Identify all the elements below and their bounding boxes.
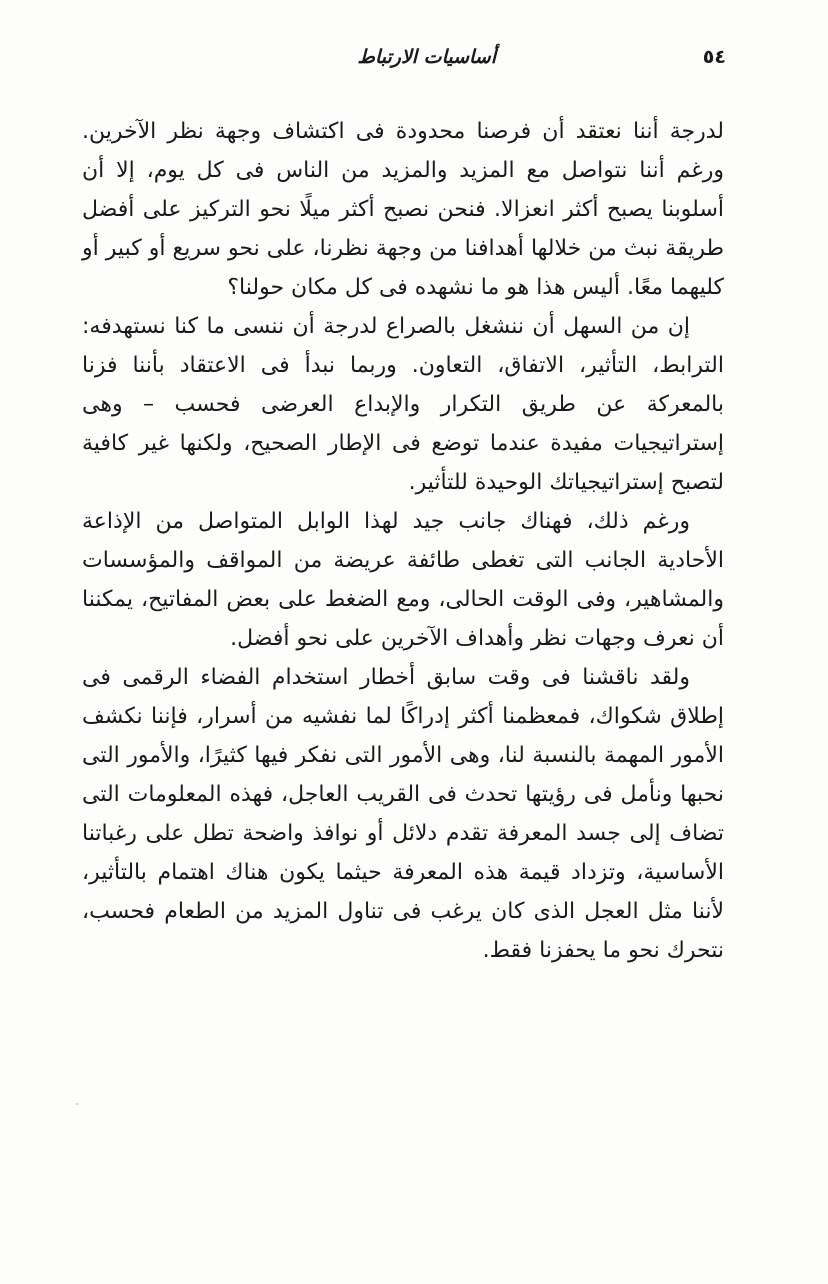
- page-header: [70, 44, 726, 78]
- scan-speck: [76, 1103, 78, 1105]
- paragraph-3: ورغم ذلك، فهناك جانب جيد لهذا الوابل المتواصل من الإذاعة الأحادية الجانب التى تغطى طائفة عريضة من المواقف والمؤسسات والمشاهير، وفى الوقت الحالى، ومع الضغط على بعض المفاتيح، يمكننا أن نعرف وجهات نظر وأهداف الآخرين على نحو أفضل.: [82, 509, 724, 651]
- paragraph-4: ولقد ناقشنا فى وقت سابق أخطار استخدام الفضاء الرقمى فى إطلاق شكواك، فمعظمنا أكثر إدراكًا لما نفشيه من أسرار، فإننا نكشف الأمور المهمة بالنسبة لنا، وهى الأمور التى نفكر فيها كثيرًا، والأمور التى نحبها ونأمل فى رؤيتها تحدث فى القريب العاجل، فهذه المعلومات التى تضاف إلى جسد المعرفة تقدم دلائل أو نوافذ واضحة تطل على رغباتنا الأساسية، وتزداد قيمة هذه المعرفة حيثما يكون هناك اهتمام بالتأثير، لأننا مثل العجل الذى كان يرغب فى تناول المزيد من الطعام فحسب، نتحرك نحو ما يحفزنا فقط.: [82, 665, 724, 963]
- paragraph-1: لدرجة أننا نعتقد أن فرصنا محدودة فى اكتشاف وجهة نظر الآخرين. ورغم أننا نتواصل مع المزيد والمزيد من الناس فى كل يوم، إلا أن أسلوبنا يصبح أكثر انعزالا. فنحن نصبح أكثر ميلًا نحو التركيز على أفضل طريقة نبث من خلالها أهدافنا من وجهة نظرنا، على نحو سريع أو كبير أو كليهما معًا. أليس هذا هو ما نشهده فى كل مكان حولنا؟: [82, 119, 724, 300]
- running-title: أساسيات الارتباط: [357, 46, 496, 68]
- body-text: [82, 112, 724, 970]
- page-number: ٥٤: [702, 46, 726, 68]
- paragraph-2: إن من السهل أن ننشغل بالصراع لدرجة أن ننسى ما كنا نستهدفه: الترابط، التأثير، الاتفاق، التعاون. وربما نبدأ فى الاعتقاد بأننا فزنا بالمعركة عن طريق التكرار والإبداع العرضى فحسب – وهى إستراتيجيات مفيدة عندما توضع فى الإطار الصحيح، ولكنها غير كافية لتصبح إستراتيجياتك الوحيدة للتأثير.: [82, 314, 724, 495]
